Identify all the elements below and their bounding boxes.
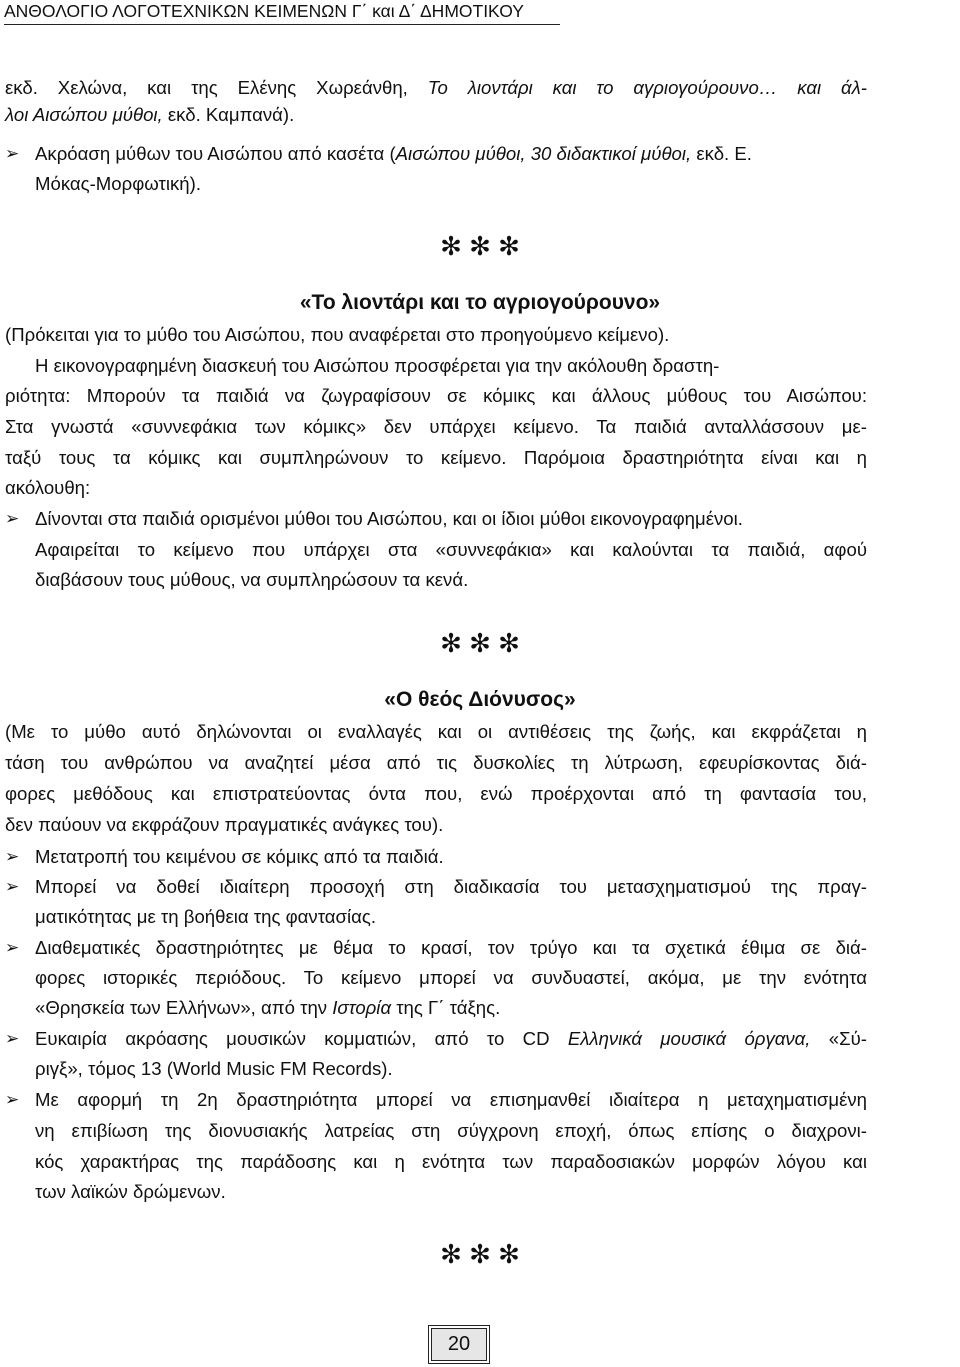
- text-line: τάση του ανθρώπου να αναζητεί μέσα από τις δυσκολίες τη λύτρωση, εφευρίσκοντας διά-: [5, 752, 867, 773]
- arrow-bullet-icon: ➢: [5, 509, 20, 528]
- bullet-item-continuation: Μόκας-Μορφωτική).: [35, 173, 201, 194]
- bullet-item-continuation: [35, 997, 500, 1019]
- book-title: Ιστορία: [332, 997, 392, 1018]
- text-line: [5, 104, 294, 126]
- text-line: ακόλουθη:: [5, 477, 91, 498]
- bullet-item-continuation: νη επιβίωση της διονυσιακής λατρείας στη σύγχρονη εποχή, όπως επίσης ο διαχρονι-: [35, 1120, 867, 1141]
- text-line: ταξύ τους τα κόμικς και συμπληρώνουν το κείμενο. Παρόμοια δραστηριότητα είναι και η: [5, 447, 867, 468]
- bullet-item: Μετατροπή του κειμένου σε κόμικς από τα παιδιά.: [35, 846, 444, 867]
- text-span: της Γ΄ τάξης.: [391, 997, 501, 1018]
- bullet-item: [35, 143, 752, 165]
- text-line: Στα γνωστά «συννεφάκια των κόμικς» δεν υπάρχει κείμενο. Τα παιδιά ανταλλάσσουν με-: [5, 416, 867, 437]
- text-line: δεν παύουν να εκφράζουν πραγματικές ανάγκες του).: [5, 814, 444, 835]
- arrow-bullet-icon: ➢: [5, 144, 20, 163]
- text-line: διαβάσουν τους μύθους, να συμπληρώσουν τα κενά.: [35, 569, 469, 590]
- bullet-item-continuation: κός χαρακτήρας της παράδοσης και η ενότητα των παραδοσιακών μορφών λόγου και: [35, 1151, 867, 1172]
- arrow-bullet-icon: ➢: [5, 1029, 20, 1048]
- section-divider-stars: ✻ ✻ ✻: [440, 628, 520, 658]
- arrow-bullet-icon: ➢: [5, 847, 20, 866]
- text-line: [5, 77, 867, 99]
- text-line: φορες μεθόδους και επιστρατεύοντας όντα που, ενώ προέρχονται από τη φαντασία του,: [5, 783, 867, 804]
- bullet-item: Μπορεί να δοθεί ιδιαίτερη προσοχή στη διαδικασία του μετασχηματισμού της πραγ-: [35, 876, 867, 897]
- text-line: Η εικονογραφημένη διασκευή του Αισώπου προσφέρεται για την ακόλουθη δραστη-: [35, 355, 720, 376]
- bullet-item: [35, 1028, 867, 1050]
- text-line: ριότητα: Μπορούν τα παιδιά να ζωγραφίσουν σε κόμικς και άλλους μύθους του Αισώπου:: [5, 385, 867, 406]
- book-title: Αισώπου μύθοι, 30 διδακτικοί μύθοι,: [395, 143, 692, 164]
- text-line: (Με το μύθο αυτό δηλώνονται οι εναλλαγές και οι αντιθέσεις της ζωής, και εκφράζεται η: [5, 721, 867, 742]
- bullet-item: Με αφορμή τη 2η δραστηριότητα μπορεί να επισημανθεί ιδιαίτερα η μεταχηματισμένη: [35, 1089, 867, 1110]
- arrow-bullet-icon: ➢: [5, 938, 20, 957]
- bullet-item-continuation: των λαϊκών δρώμενων.: [35, 1181, 226, 1202]
- section-title: «Ο θεός Διόνυσος»: [384, 688, 576, 711]
- text-span: Ακρόαση μύθων του Αισώπου από κασέτα (: [35, 143, 396, 164]
- book-title: Το λιοντάρι και το αγριογούρουνο… και άλ-: [427, 77, 867, 98]
- text-span: εκδ. Ε.: [691, 143, 752, 164]
- bullet-item-continuation: φορες ιστορικές περιόδους. Το κείμενο μπορεί να συνδυαστεί, ακόμα, με την ενότητα: [35, 967, 867, 988]
- section-title: «Το λιοντάρι και το αγριογούρουνο»: [299, 291, 661, 314]
- bullet-item: Δίνονται στα παιδιά ορισμένοι μύθοι του Αισώπου, και οι ίδιοι μύθοι εικονογραφημένοι.: [35, 508, 743, 529]
- section-divider-stars: ✻ ✻ ✻: [440, 1239, 520, 1269]
- running-header: ΑΝΘΟΛΟΓΙΟ ΛΟΓΟΤΕΧΝΙΚΩΝ ΚΕΙΜΕΝΩΝ Γ΄ και Δ΄ ΔΗΜΟΤΙΚΟΥ: [4, 0, 560, 25]
- section-divider-stars: ✻ ✻ ✻: [440, 231, 520, 261]
- text-span: Ευκαιρία ακρόασης μουσικών κομματιών, από το CD: [35, 1028, 568, 1049]
- bullet-item-continuation: ριγξ», τόμος 13 (World Music FM Records).: [35, 1058, 393, 1079]
- text-span: εκδ. Καμπανά).: [162, 104, 295, 125]
- text-span: «Σύ-: [810, 1028, 867, 1049]
- bullet-item: Διαθεματικές δραστηριότητες με θέμα το κρασί, τον τρύγο και τα σχετικά έθιμα σε διά-: [35, 937, 867, 958]
- arrow-bullet-icon: ➢: [5, 877, 20, 896]
- arrow-bullet-icon: ➢: [5, 1090, 20, 1109]
- album-title: Ελληνικά μουσικά όργανα,: [567, 1028, 811, 1049]
- text-line: Αφαιρείται το κείμενο που υπάρχει στα «συννεφάκια» και καλούνται τα παιδιά, αφού: [35, 539, 867, 560]
- bullet-item-continuation: ματικότητας με τη βοήθεια της φαντασίας.: [35, 906, 377, 927]
- text-span: «Θρησκεία των Ελλήνων», από την: [35, 997, 333, 1018]
- page-number: 20: [431, 1328, 487, 1361]
- book-title: λοι Αισώπου μύθοι,: [5, 104, 163, 125]
- text-line: (Πρόκειται για το μύθο του Αισώπου, που αναφέρεται στο προηγούμενο κείμενο).: [5, 324, 670, 345]
- text-span: εκδ. Χελώνα, και της Ελένης Χωρεάνθη,: [5, 77, 428, 98]
